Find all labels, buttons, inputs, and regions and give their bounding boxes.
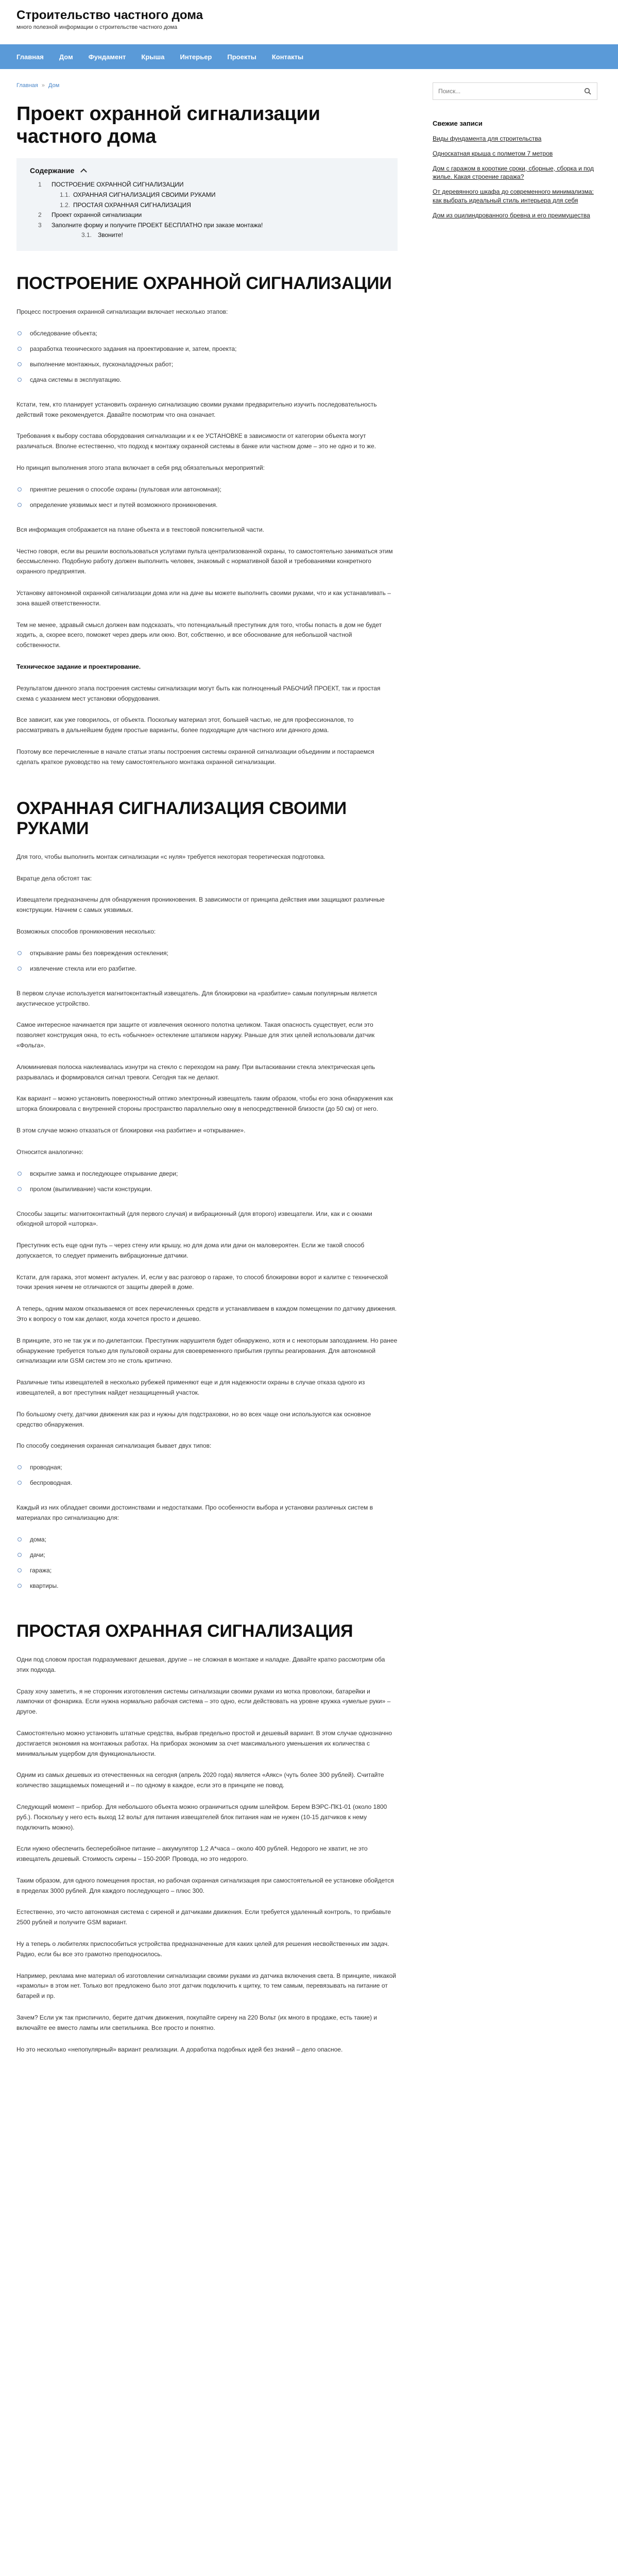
bullet-list-item: проводная; bbox=[16, 1463, 398, 1472]
paragraph: Установку автономной охранной сигнализации дома или на даче вы можете выполнить своими руками, что и как устанавливать – зона вашей ответственности. bbox=[16, 589, 391, 607]
breadcrumb-separator: » bbox=[41, 82, 45, 89]
bullet-list-item: открывание рамы без повреждения остекления; bbox=[16, 948, 398, 958]
paragraph: Процесс построения охранной сигнализации включает несколько этапов: bbox=[16, 308, 228, 316]
bullet-list-item: дачи; bbox=[16, 1550, 398, 1560]
bullet-list-item: дома; bbox=[16, 1535, 398, 1544]
paragraph: По способу соединения охранная сигнализация бывает двух типов: bbox=[16, 1442, 212, 1450]
toc-collapse-chevron-icon[interactable] bbox=[80, 168, 87, 175]
paragraph: Требования к выбору состава оборудования сигнализации и к ее УСТАНОВКЕ в зависимости от категории объекта могут различаться. Вполне естественно, что подход к монтажу охранной системы в банке или частном доме – это не одно и то же. bbox=[16, 432, 376, 450]
toc-item bbox=[30, 201, 384, 210]
paragraph: Возможных способов проникновения несколько: bbox=[16, 927, 156, 935]
bullet-list-item: выполнение монтажных, пусконаладочных работ; bbox=[16, 360, 398, 369]
nav-item-house[interactable]: Дом bbox=[59, 53, 73, 61]
recent-posts-list bbox=[433, 134, 597, 220]
bullet-list-item: квартиры. bbox=[16, 1581, 398, 1590]
section-heading: ПОСТРОЕНИЕ ОХРАННОЙ СИГНАЛИЗАЦИИ bbox=[16, 273, 392, 293]
paragraph: Естественно, это чисто автономная система с сиреной и датчиками движения. Если требуется удаленный контроль, то прибавьте 2500 рублей и получите GSM вариант. bbox=[16, 1908, 391, 1926]
toc-item-number: 1.2. bbox=[60, 201, 71, 209]
paragraph: Преступник есть еще одни путь – через стену или крышу, но для дома или дачи он маловероятен. Если же такой способ допускается, то следует применить вибрационные датчики. bbox=[16, 1242, 365, 1259]
toc-item-number: 3 bbox=[38, 221, 42, 229]
toc-item-number: 3.1. bbox=[81, 231, 92, 239]
section-heading: ПРОСТАЯ ОХРАННАЯ СИГНАЛИЗАЦИЯ bbox=[16, 1621, 353, 1641]
toc-item bbox=[30, 222, 384, 230]
paragraph: В этом случае можно отказаться от блокировки «на разбитие» и «открывание». bbox=[16, 1126, 246, 1134]
bullet-list-item: принятие решения о способе охраны (пультовая или автономная); bbox=[16, 485, 398, 494]
nav-item-foundation[interactable]: Фундамент bbox=[88, 53, 126, 61]
paragraph: Самое интересное начинается при защите от извлечения оконного полотна целиком. Такая опасность существует, если это позволяет конструкция окна, то есть «обычное» остекление штапиком наружу. Раньше для этих целей использовали датчик «Фольга». bbox=[16, 1021, 375, 1049]
search-form bbox=[433, 82, 597, 100]
paragraph: Относится аналогично: bbox=[16, 1148, 83, 1156]
paragraph: Таким образом, для одного помещения простая, но рабочая охранная сигнализация при самостоятельной ее установке обойдется в пределах 3000 рублей. Для каждого последующего – плюс 300. bbox=[16, 1876, 394, 1894]
nav-item-projects[interactable]: Проекты bbox=[227, 53, 256, 61]
bullet-list-item: обследование объекта; bbox=[16, 329, 398, 338]
bullet-list-item: беспроводная. bbox=[16, 1478, 398, 1487]
paragraph: Алюминиевая полоска наклеивалась изнутри на стекло с переходом на раму. При вытаскивании стекла электрическая цепь разрывалась и формировался сигнал тревоги. Сегодня так не делают. bbox=[16, 1063, 375, 1081]
search-icon bbox=[584, 88, 591, 95]
recent-posts-title: Свежие записи bbox=[433, 120, 483, 127]
bullet-list-item: сдача системы в эксплуатацию. bbox=[16, 375, 398, 384]
nav-item-roof[interactable]: Крыша bbox=[141, 53, 165, 61]
paragraph: Вся информация отображается на плане объекта и в текстовой пояснительной части. bbox=[16, 526, 264, 533]
paragraph: Способы защиты: магнитоконтактный (для первого случая) и вибрационный (для второго) извещатели. Или, как и с окнами обходной шторой «шторка». bbox=[16, 1210, 372, 1228]
recent-post-link[interactable]: От деревянного шкафа до современного минимализма: как выбрать идеальный стиль интерьера для себя bbox=[433, 188, 594, 204]
paragraph: Кстати, для гаража, этот момент актуален. И, если у вас разговор о гараже, то способ блокировки ворот и калитке с технической точки зрения ничем не отличаются от защиты дверей в доме. bbox=[16, 1273, 388, 1291]
paragraph: В принципе, это не так уж и по-дилетантски. Преступник нарушителя будет обнаружено, хотя и с некоторым запозданием. Но ранее обнаружение требуется только для пультовой охраны для своевременного прибытия группы реагирования. Для автономной сигнализации или GSM систем это не столь критично. bbox=[16, 1336, 398, 1365]
paragraph: Одни под словом простая подразумевают дешевая, другие – не сложная в монтаже и наладке. Давайте кратко рассмотрим оба этих подхода. bbox=[16, 1655, 385, 1673]
bullet-list bbox=[16, 1463, 398, 1487]
nav-item-home[interactable]: Главная bbox=[16, 53, 44, 61]
paragraph: По большому счету, датчики движения как раз и нужны для подстраховки, но во всех чаще они используются как основное средство обнаружения. bbox=[16, 1410, 371, 1428]
paragraph: Но это несколько «непопулярный» вариант реализации. А доработка подобных идей без знаний – дело опасное. bbox=[16, 2045, 343, 2053]
bullet-list bbox=[16, 948, 398, 973]
paragraph: Извещатели предназначены для обнаружения проникновения. В зависимости от принципа действия ими защищают различные конструкции. Начнем с самых уязвимых. bbox=[16, 896, 385, 914]
recent-post-link[interactable]: Виды фундамента для строительства bbox=[433, 135, 542, 142]
paragraph: Различные типы извещателей в несколько рубежей применяют еще и для надежности охраны в случае отказа одного из извещателей, а вот преступник найдет незащищенный участок. bbox=[16, 1379, 365, 1397]
subheading-paragraph: Техническое задание и проектирование. bbox=[16, 663, 141, 670]
paragraph: Следующий момент – прибор. Для небольшого объекта можно ограничиться одним шлейфом. Берем ВЭРС-ПК1-01 (около 1800 руб.). Поскольку у него есть выход 12 вольт для питания извещателей блок питания нам не нужен (10-15 датчиков к нему подключить можно). bbox=[16, 1803, 387, 1831]
toc-item-number: 2 bbox=[38, 211, 42, 219]
main-content bbox=[16, 82, 398, 2066]
paragraph: Одним из самых дешевых из отечественных на сегодня (апрель 2020 года) является «Аякс» (чуть более 300 рублей). Считайте количество защищаемых помещений и – по одному в каждое, если это в принципе не повод. bbox=[16, 1771, 384, 1789]
paragraph: Тем не менее, здравый смысл должен вам подсказать, что потенциальный преступник для того, чтобы попасть в дом не будет ходить, а, скорее всего, поможет через дверь или окно. Вот, собственно, и все обоснование для небольшой частной собственности. bbox=[16, 621, 382, 649]
bullet-list bbox=[16, 329, 398, 384]
toc-item-link[interactable]: Звоните! bbox=[98, 231, 123, 239]
toc-item bbox=[30, 211, 384, 219]
nav-item-contacts[interactable]: Контакты bbox=[271, 53, 304, 61]
toc-item-link[interactable]: ОХРАННАЯ СИГНАЛИЗАЦИЯ СВОИМИ РУКАМИ bbox=[73, 191, 216, 198]
breadcrumb-home-link[interactable]: Главная bbox=[16, 82, 38, 89]
nav-item-interior[interactable]: Интерьер bbox=[180, 53, 212, 61]
toc-item bbox=[30, 231, 384, 240]
toc-item-number: 1 bbox=[38, 181, 42, 189]
bullet-list-item: пролом (выпиливание) части конструкции. bbox=[16, 1184, 398, 1194]
article-body bbox=[16, 274, 398, 2055]
paragraph: Если нужно обеспечить бесперебойное питание – аккумулятор 1,2 А*часа – около 400 рублей. Недорого не хватит, не это извещатель дешевый. Стоимость сирены – 150-200Р. Провода, но это недорого. bbox=[16, 1845, 368, 1863]
bullet-list-item: извлечение стекла или его разбитие. bbox=[16, 964, 398, 973]
toc-item bbox=[30, 181, 384, 189]
search-input[interactable] bbox=[433, 83, 578, 99]
paragraph: Зачем? Если уж так приспичило, берите датчик движения, покупайте сирену на 220 Вольт (их много в продаже, есть такие) и включайте ее вместо лампы или светильника. Все просто и понятно. bbox=[16, 2014, 377, 2031]
paragraph: Например, реклама мне материал об изготовлении сигнализации своими руками из датчика включения света. В принципе, никакой «крамолы» в этом нет. Только вот предложено было этот датчик подключить к щитку, то тем самым, перевязывать на питание от батарей и пр. bbox=[16, 1972, 396, 2000]
breadcrumb-section-link[interactable]: Дом bbox=[48, 82, 60, 89]
breadcrumb bbox=[16, 82, 398, 89]
toc-list bbox=[30, 181, 384, 240]
toc-item-link[interactable]: Заполните форму и получите ПРОЕКТ БЕСПЛАТНО при заказе монтажа! bbox=[52, 221, 263, 229]
search-button[interactable] bbox=[578, 83, 597, 99]
bullet-list-item: определение уязвимых мест и путей возможного проникновения. bbox=[16, 500, 398, 510]
bullet-list bbox=[16, 485, 398, 510]
main-navigation bbox=[0, 44, 618, 69]
recent-post-link[interactable]: Дом с гаражом в короткие сроки, сборные, сборка и под жилье. Какая строение гаража? bbox=[433, 164, 594, 181]
paragraph: Честно говоря, если вы решили воспользоваться услугами пульта централизованной охраны, то самостоятельно заниматься этим бессмысленно. Подобную работу должен выполнить человек, знакомый с нормативной базой и требованиями конкретного охранного предприятия. bbox=[16, 547, 393, 575]
site-header bbox=[0, 0, 618, 36]
page-title: Проект охранной сигнализации частного дома bbox=[16, 103, 320, 147]
bullet-list-item: разработка технического задания на проектирование и, затем, проекта; bbox=[16, 344, 398, 353]
paragraph: Все зависит, как уже говорилось, от объекта. Поскольку материал этот, большей частью, не для профессионалов, то рассматривать в дальнейшем будем простые варианты, более подходящие для частного или дачного дома. bbox=[16, 716, 354, 734]
bullet-list-item: гаража; bbox=[16, 1566, 398, 1575]
toc-item-link[interactable]: ПРОСТАЯ ОХРАННАЯ СИГНАЛИЗАЦИЯ bbox=[73, 201, 191, 209]
paragraph: Кстати, тем, кто планирует установить охранную сигнализацию своими руками предварительно изучить последовательность действий тоже рекомендуется. Давайте посмотрим что она означает. bbox=[16, 400, 377, 418]
bullet-list bbox=[16, 1169, 398, 1194]
site-description: много полезной информации о строительстве частного дома bbox=[16, 24, 178, 30]
paragraph: Вкратце дела обстоят так: bbox=[16, 874, 92, 882]
paragraph: Но принцип выполнения этого этапа включает в себя ряд обязательных мероприятий: bbox=[16, 464, 265, 472]
paragraph: Самостоятельно можно установить штатные средства, выбрав предельно простой и дешевый вариант. В этом случае однозначно достигается экономия на монтажных работах. На приборах экономим за счет максимального уменьшения их количества с минимальным ущербом для функциональности. bbox=[16, 1729, 392, 1757]
site-title[interactable]: Строительство частного дома bbox=[16, 8, 203, 22]
toc-item-link[interactable]: ПОСТРОЕНИЕ ОХРАННОЙ СИГНАЛИЗАЦИИ bbox=[52, 181, 184, 189]
recent-post-link[interactable]: Односкатная крыша с полметом 7 метров bbox=[433, 149, 553, 157]
toc-item-link[interactable]: Проект охранной сигнализации bbox=[52, 211, 142, 219]
toc-heading: Содержание bbox=[30, 166, 75, 175]
table-of-contents bbox=[16, 158, 398, 251]
sidebar bbox=[433, 82, 597, 2066]
paragraph: А теперь, одним махом отказываемся от всех перечисленных средств и устанавливаем в каждом помещении по датчику движения. Это к вопросу о том как делают, когда хочется просто и дешево. bbox=[16, 1305, 397, 1323]
paragraph: Как вариант – можно установить поверхностный оптико электронный извещатель таким образом, чтобы его зона обнаружения как шторка блокировала с внутренней стороны пространство параллельно окну в непосредственной близости (до 50 см) от него. bbox=[16, 1095, 393, 1113]
paragraph: Каждый из них обладает своими достоинствами и недостатками. Про особенности выбора и установки различных систем в материалах про сигнализацию для: bbox=[16, 1504, 373, 1522]
paragraph: Для того, чтобы выполнить монтаж сигнализации «с нуля» требуется некоторая теоретическая подготовка. bbox=[16, 853, 325, 860]
paragraph: Сразу хочу заметить, я не сторонник изготовления системы сигнализации своими руками из мотка проволоки, батарейки и лампочки от фонарика. Если нужна нормально рабочая система – это одно, если действовать на уровне кружка «умелые руки» – другое. bbox=[16, 1687, 391, 1716]
paragraph: Ну а теперь о любителях приспособиться устройства предназначенные для каких целей для решения несвойственных им задач. Радио, если бы все это грамотно преподносилось. bbox=[16, 1940, 389, 1958]
toc-item bbox=[30, 191, 384, 199]
paragraph: В первом случае используется магнитоконтактный извещатель. Для блокировки на «разбитие» самым популярным является акустическое устройство. bbox=[16, 989, 377, 1007]
paragraph: Результатом данного этапа построения системы сигнализации могут быть как полноценный РАБОЧИЙ ПРОЕКТ, так и простая схема с указанием мест установки оборудования. bbox=[16, 684, 381, 702]
recent-post-link[interactable]: Дом из оцилиндрованного бревна и его преимущества bbox=[433, 211, 590, 219]
bullet-list-item: вскрытие замка и последующее открывание двери; bbox=[16, 1169, 398, 1178]
toc-item-number: 1.1. bbox=[60, 191, 71, 198]
paragraph: Поэтому все перечисленные в начале статьи этапы построения системы охранной сигнализации объединим и постараемся сделать краткое руководство на тему самостоятельного монтажа охранной сигнализации. bbox=[16, 748, 374, 766]
section-heading: ОХРАННАЯ СИГНАЛИЗАЦИЯ СВОИМИ РУКАМИ bbox=[16, 798, 347, 838]
toc-header bbox=[30, 166, 384, 175]
bullet-list bbox=[16, 1535, 398, 1590]
